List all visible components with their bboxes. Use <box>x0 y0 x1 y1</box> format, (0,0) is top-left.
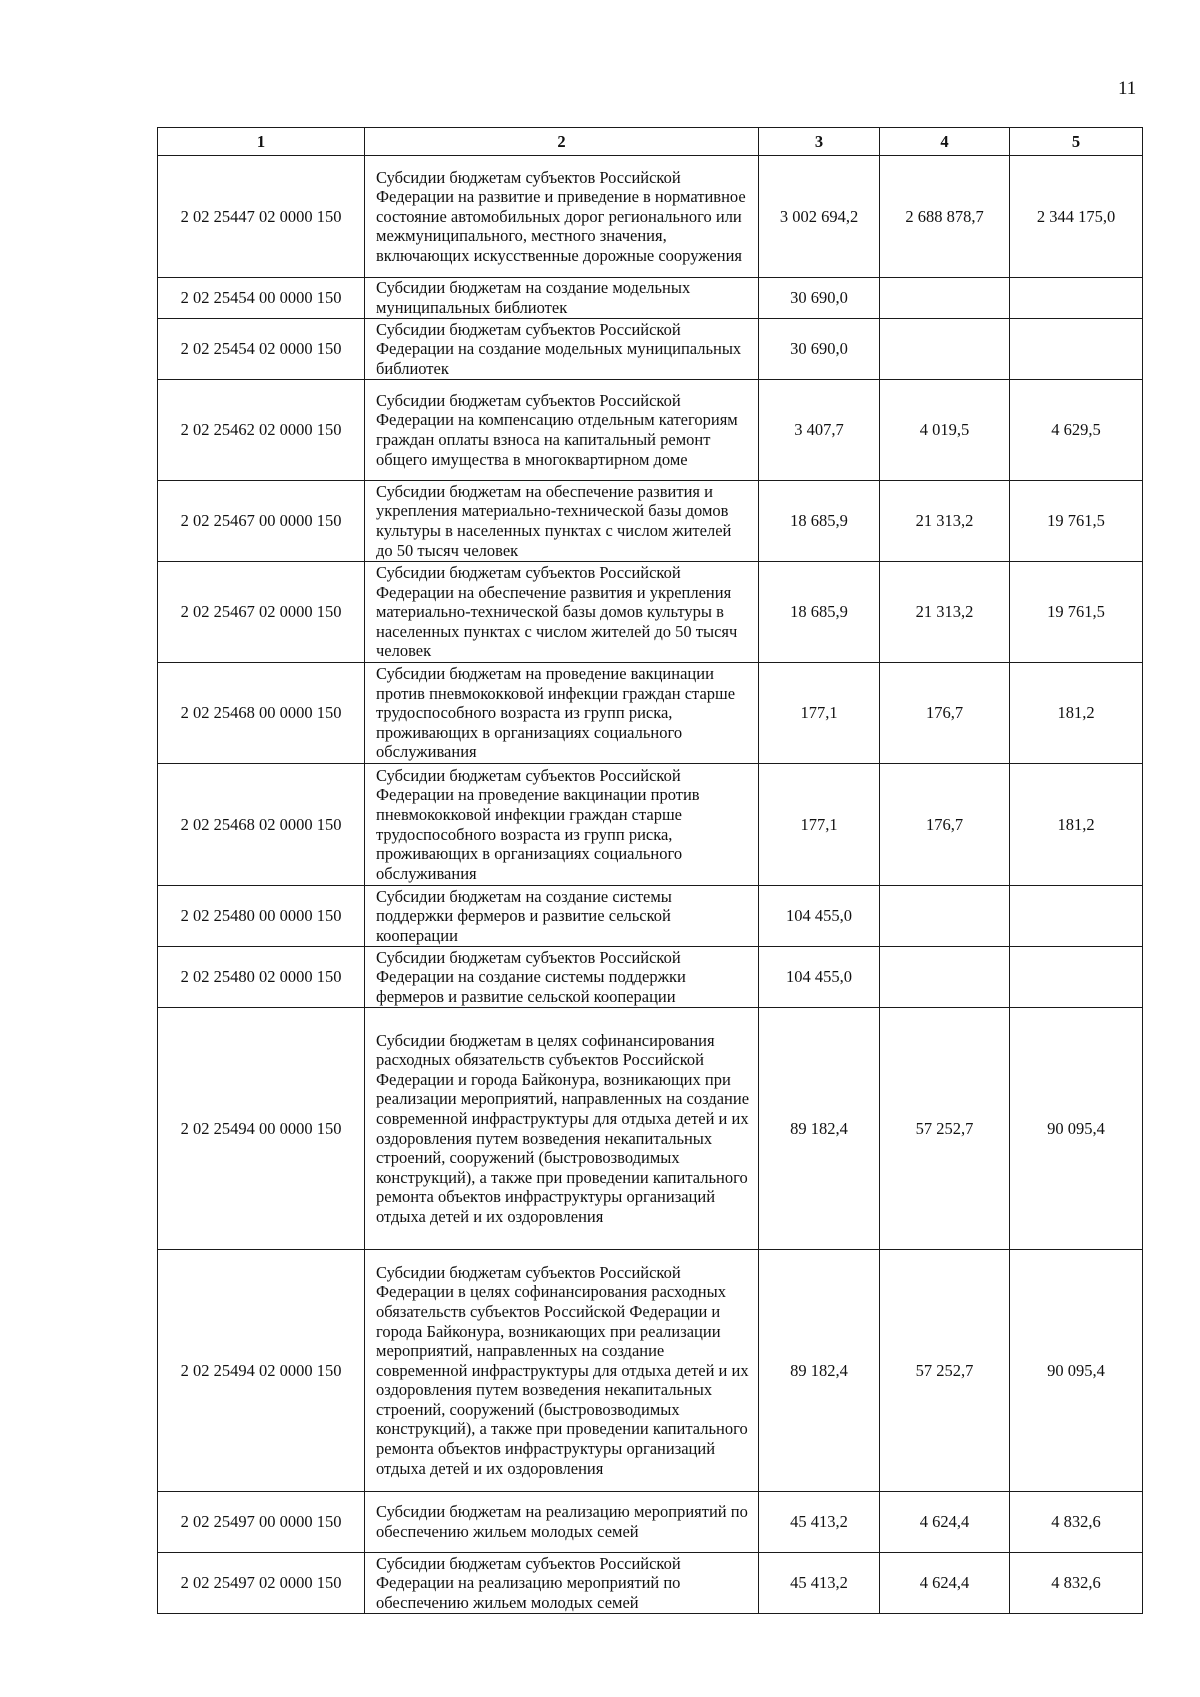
amount-year-2-cell: 4 624,4 <box>880 1492 1010 1553</box>
amount-year-2-cell: 57 252,7 <box>880 1008 1010 1250</box>
amount-year-1-cell: 3 002 694,2 <box>759 156 880 278</box>
table-row <box>158 481 1143 562</box>
budget-code-cell: 2 02 25494 02 0000 150 <box>158 1250 365 1492</box>
table-row <box>158 1250 1143 1492</box>
amount-year-2-cell <box>880 947 1010 1008</box>
amount-year-3-cell: 90 095,4 <box>1010 1250 1143 1492</box>
description-cell: Субсидии бюджетам в целях софинансирования расходных обязательств субъектов Российской Федерации и города Байконура, возникающих при реализации мероприятий, направленных на создание современной инфраструктуры для отдыха детей и их оздоровления путем возведения некапитальных строений, сооружений (быстровозводимых конструкций), а также при проведении капитального ремонта объектов инфраструктуры организаций отдыха детей и их оздоровления <box>365 1008 759 1250</box>
amount-year-1-cell: 104 455,0 <box>759 886 880 947</box>
budget-code-cell: 2 02 25468 02 0000 150 <box>158 764 365 886</box>
description-cell: Субсидии бюджетам субъектов Российской Федерации на создание модельных муниципальных библиотек <box>365 319 759 380</box>
amount-year-3-cell <box>1010 278 1143 319</box>
amount-year-1-cell: 89 182,4 <box>759 1008 880 1250</box>
amount-year-3-cell: 4 832,6 <box>1010 1553 1143 1614</box>
budget-revenue-table <box>157 127 1143 1614</box>
amount-year-3-cell: 181,2 <box>1010 764 1143 886</box>
amount-year-1-cell: 18 685,9 <box>759 481 880 562</box>
amount-year-1-cell: 18 685,9 <box>759 562 880 663</box>
amount-year-3-cell <box>1010 319 1143 380</box>
column-header-year-1: 3 <box>759 128 880 156</box>
amount-year-2-cell: 57 252,7 <box>880 1250 1010 1492</box>
table-row <box>158 1553 1143 1614</box>
amount-year-3-cell: 90 095,4 <box>1010 1008 1143 1250</box>
budget-code-cell: 2 02 25467 02 0000 150 <box>158 562 365 663</box>
amount-year-3-cell: 19 761,5 <box>1010 562 1143 663</box>
amount-year-2-cell: 21 313,2 <box>880 562 1010 663</box>
budget-code-cell: 2 02 25447 02 0000 150 <box>158 156 365 278</box>
budget-code-cell: 2 02 25494 00 0000 150 <box>158 1008 365 1250</box>
amount-year-1-cell: 177,1 <box>759 764 880 886</box>
description-cell: Субсидии бюджетам субъектов Российской Федерации в целях софинансирования расходных обязательств субъектов Российской Федерации и города Байконура, возникающих при реализации мероприятий, направленных на создание современной инфраструктуры для отдыха детей и их оздоровления путем возведения некапитальных строений, сооружений (быстровозводимых конструкций), а также при проведении капитального ремонта объектов инфраструктуры организаций отдыха детей и их оздоровления <box>365 1250 759 1492</box>
amount-year-2-cell: 2 688 878,7 <box>880 156 1010 278</box>
amount-year-1-cell: 30 690,0 <box>759 278 880 319</box>
budget-code-cell: 2 02 25454 02 0000 150 <box>158 319 365 380</box>
amount-year-3-cell: 4 629,5 <box>1010 380 1143 481</box>
table-row <box>158 562 1143 663</box>
amount-year-1-cell: 45 413,2 <box>759 1553 880 1614</box>
description-cell: Субсидии бюджетам субъектов Российской Федерации на компенсацию отдельным категориям граждан оплаты взноса на капитальный ремонт общего имущества в многоквартирном доме <box>365 380 759 481</box>
budget-code-cell: 2 02 25480 02 0000 150 <box>158 947 365 1008</box>
amount-year-1-cell: 3 407,7 <box>759 380 880 481</box>
table-row <box>158 663 1143 764</box>
table-row <box>158 278 1143 319</box>
description-cell: Субсидии бюджетам на реализацию мероприятий по обеспечению жильем молодых семей <box>365 1492 759 1553</box>
description-cell: Субсидии бюджетам на создание модельных муниципальных библиотек <box>365 278 759 319</box>
page-number: 11 <box>1118 78 1137 99</box>
column-header-year-3: 5 <box>1010 128 1143 156</box>
description-cell: Субсидии бюджетам на проведение вакцинации против пневмококковой инфекции граждан старше трудоспособного возраста из групп риска, проживающих в организациях социального обслуживания <box>365 663 759 764</box>
amount-year-2-cell: 176,7 <box>880 663 1010 764</box>
table-row <box>158 1008 1143 1250</box>
column-header-code: 1 <box>158 128 365 156</box>
amount-year-3-cell: 181,2 <box>1010 663 1143 764</box>
description-cell: Субсидии бюджетам субъектов Российской Федерации на проведение вакцинации против пневмококковой инфекции граждан старше трудоспособного возраста из групп риска, проживающих в организациях социального обслуживания <box>365 764 759 886</box>
description-cell: Субсидии бюджетам на создание системы поддержки фермеров и развитие сельской кооперации <box>365 886 759 947</box>
table-row <box>158 380 1143 481</box>
amount-year-3-cell: 2 344 175,0 <box>1010 156 1143 278</box>
amount-year-3-cell <box>1010 947 1143 1008</box>
description-cell: Субсидии бюджетам субъектов Российской Федерации на развитие и приведение в нормативное состояние автомобильных дорог регионального или межмуниципального, местного значения, включающих искусственные дорожные сооружения <box>365 156 759 278</box>
description-cell: Субсидии бюджетам субъектов Российской Федерации на обеспечение развития и укрепления материально-технической базы домов культуры в населенных пунктах с числом жителей до 50 тысяч человек <box>365 562 759 663</box>
amount-year-2-cell: 4 019,5 <box>880 380 1010 481</box>
description-cell: Субсидии бюджетам субъектов Российской Федерации на создание системы поддержки фермеров и развитие сельской кооперации <box>365 947 759 1008</box>
budget-code-cell: 2 02 25454 00 0000 150 <box>158 278 365 319</box>
amount-year-2-cell <box>880 319 1010 380</box>
amount-year-3-cell: 4 832,6 <box>1010 1492 1143 1553</box>
budget-code-cell: 2 02 25480 00 0000 150 <box>158 886 365 947</box>
budget-code-cell: 2 02 25497 00 0000 150 <box>158 1492 365 1553</box>
description-cell: Субсидии бюджетам на обеспечение развития и укрепления материально-технической базы домов культуры в населенных пунктах с числом жителей до 50 тысяч человек <box>365 481 759 562</box>
column-header-year-2: 4 <box>880 128 1010 156</box>
budget-code-cell: 2 02 25468 00 0000 150 <box>158 663 365 764</box>
amount-year-3-cell <box>1010 886 1143 947</box>
table-row <box>158 1492 1143 1553</box>
table-row <box>158 947 1143 1008</box>
header-row <box>158 128 1143 156</box>
amount-year-1-cell: 177,1 <box>759 663 880 764</box>
amount-year-2-cell <box>880 886 1010 947</box>
amount-year-1-cell: 89 182,4 <box>759 1250 880 1492</box>
budget-code-cell: 2 02 25462 02 0000 150 <box>158 380 365 481</box>
table-row <box>158 156 1143 278</box>
amount-year-2-cell: 176,7 <box>880 764 1010 886</box>
amount-year-1-cell: 45 413,2 <box>759 1492 880 1553</box>
amount-year-1-cell: 30 690,0 <box>759 319 880 380</box>
table-row <box>158 764 1143 886</box>
table-row <box>158 886 1143 947</box>
table-row <box>158 319 1143 380</box>
amount-year-3-cell: 19 761,5 <box>1010 481 1143 562</box>
description-cell: Субсидии бюджетам субъектов Российской Федерации на реализацию мероприятий по обеспечению жильем молодых семей <box>365 1553 759 1614</box>
amount-year-2-cell: 4 624,4 <box>880 1553 1010 1614</box>
amount-year-2-cell: 21 313,2 <box>880 481 1010 562</box>
column-header-description: 2 <box>365 128 759 156</box>
amount-year-1-cell: 104 455,0 <box>759 947 880 1008</box>
amount-year-2-cell <box>880 278 1010 319</box>
budget-code-cell: 2 02 25467 00 0000 150 <box>158 481 365 562</box>
budget-code-cell: 2 02 25497 02 0000 150 <box>158 1553 365 1614</box>
